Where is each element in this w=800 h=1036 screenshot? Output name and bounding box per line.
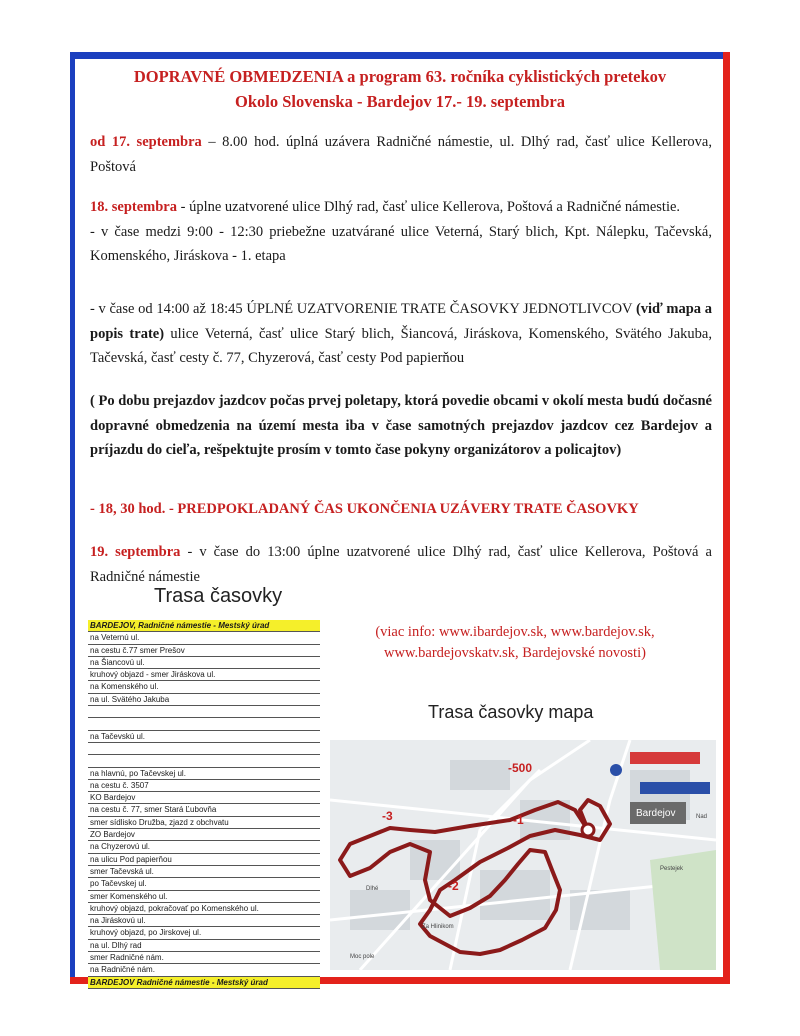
marker-2: -2 [448, 879, 459, 893]
marker-3: -3 [382, 809, 393, 823]
end-time-line: - 18, 30 hod. - PREDPOKLADANÝ ČAS UKONČENIA UZÁVERY TRATE ČASOVKY [90, 501, 639, 517]
route-row: na Šiancovú ul. [88, 657, 320, 669]
title-line-1: DOPRAVNÉ OBMEDZENIA a program 63. ročníka cyklistických pretekov [133, 67, 667, 86]
sept18-text: - úplne uzatvorené ulice Dlhý rad, časť ulice Kellerova, Poštová a Radničné námestie. [177, 199, 681, 215]
route-row: na cestu č.77 smer Prešov [88, 645, 320, 657]
route-row: na Radničné nám. [88, 964, 320, 976]
route-row: na cestu č. 3507 [88, 780, 320, 792]
marker-500: -500 [508, 761, 533, 775]
route-row: na cestu č. 77, smer Stará Ľubovňa [88, 804, 320, 816]
closure-map-ref: (viď mapa a popis trate) [90, 301, 712, 342]
route-row: na Jiráskovú ul. [88, 915, 320, 927]
route-row: na Veternú ul. [88, 632, 320, 644]
route-row: BARDEJOV, Radničné námestie - Mestský úrad [88, 620, 320, 632]
route-row: kruhový objazd, po Jirskovej ul. [88, 927, 320, 939]
sept18-date: 18. septembra [90, 199, 177, 215]
route-row: na ul. Dlhý rad [88, 940, 320, 952]
label-moc-pole: Moc pole [350, 954, 375, 960]
route-row: smer Tačevská ul. [88, 866, 320, 878]
route-row: smer sídlisko Družba, zjazd z obchvatu [88, 817, 320, 829]
route-row [88, 706, 320, 718]
route-row: na hlavnú, po Tačevskej ul. [88, 768, 320, 780]
sept17-text: – 8.00 hod. úplná uzávera Radničné námestie, ul. Dlhý rad, časť ulice Kellerova, Poštová [90, 134, 712, 175]
border-top [70, 52, 730, 59]
info-box-1 [630, 752, 700, 764]
parking-icon [610, 764, 622, 776]
route-row [88, 718, 320, 730]
route-row [88, 755, 320, 767]
route-row: na ulicu Pod papierňou [88, 854, 320, 866]
sept17-date: od 17. septembra [90, 134, 202, 150]
route-row: kruhový objazd, pokračovať po Komenského ul. [88, 903, 320, 915]
route-row [88, 743, 320, 755]
map-heading: Trasa časovky mapa [428, 702, 594, 722]
label-dlhe: Dlhé [366, 886, 379, 892]
border-right [723, 52, 730, 984]
route-row: na Tačevskú ul. [88, 731, 320, 743]
route-row: smer Komenského ul. [88, 891, 320, 903]
route-row: KO Bardejov [88, 792, 320, 804]
sept19-text: - v čase do 13:00 úplne uzatvorené ulice Dlhý rad, časť ulice Kellerova, Poštová a Radničné námestie [90, 544, 712, 585]
sept17-paragraph [90, 130, 712, 179]
town-label: Bardejov [636, 808, 676, 819]
label-nad: Nad [696, 814, 708, 820]
closure-text-a: - v čase od 14:00 až 18:45 ÚPLNÉ UZATVORENIE TRATE ČASOVKY JEDNOTLIVCOV [90, 301, 636, 317]
sept18-paragraph [90, 195, 712, 269]
route-row: po Tačevskej ul. [88, 878, 320, 890]
route-row: smer Radničné nám. [88, 952, 320, 964]
label-pestejek: Pestejek [660, 866, 684, 872]
label-za: Za Hlinikom [422, 924, 454, 930]
sept18-stage1: - v čase medzi 9:00 - 12:30 priebežne uzatvárané ulice Veterná, Starý blich, Kpt. Nálepku, Tačevská, Komenského, Jiráskova - 1. etapa [90, 223, 712, 264]
route-map [330, 740, 716, 970]
trasa-heading: Trasa časovky [154, 585, 283, 607]
sept19-paragraph [90, 540, 712, 589]
route-row: kruhový objazd - smer Jiráskova ul. [88, 669, 320, 681]
notice-paragraph: ( Po dobu prejazdov jazdcov počas prvej poletapy, ktorá povedie obcami v okolí mesta budú dočasné dopravné obmedzenia na území mesta iba v čase samotných prejazdov jazdcov cez Bardejov a príjazdu do cieľa, rešpektujte prosím v tomto čase pokyny organizátorov a policajtov) [90, 393, 712, 458]
route-row: na ul. Svätého Jakuba [88, 694, 320, 706]
page-title [80, 64, 720, 114]
info-links: (viac info: www.ibardejov.sk, www.bardejov.sk, www.bardejovskatv.sk, Bardejovské novosti) [375, 624, 655, 661]
route-table [88, 620, 320, 989]
start-finish-icon [582, 824, 594, 836]
border-left [70, 52, 75, 984]
route-row: na Chyzerovú ul. [88, 841, 320, 853]
closure-text-c: ulice Veterná, časť ulice Starý blich, Šiancová, Jiráskova, Komenského, Svätého Jakuba, Tačevská, časť cesty č. 77, Chyzerová, časť cesty Pod papierňou [90, 325, 712, 366]
marker-1: -1 [513, 813, 524, 827]
route-row: na Komenského ul. [88, 681, 320, 693]
title-line-2: Okolo Slovenska - Bardejov 17.- 19. septembra [235, 92, 565, 111]
sept18-closure-paragraph [90, 297, 712, 371]
info-box-2 [640, 782, 710, 794]
sept19-date: 19. septembra [90, 544, 181, 560]
route-row: BARDEJOV Radničné námestie - Mestský úrad [88, 977, 320, 989]
route-row: ZO Bardejov [88, 829, 320, 841]
